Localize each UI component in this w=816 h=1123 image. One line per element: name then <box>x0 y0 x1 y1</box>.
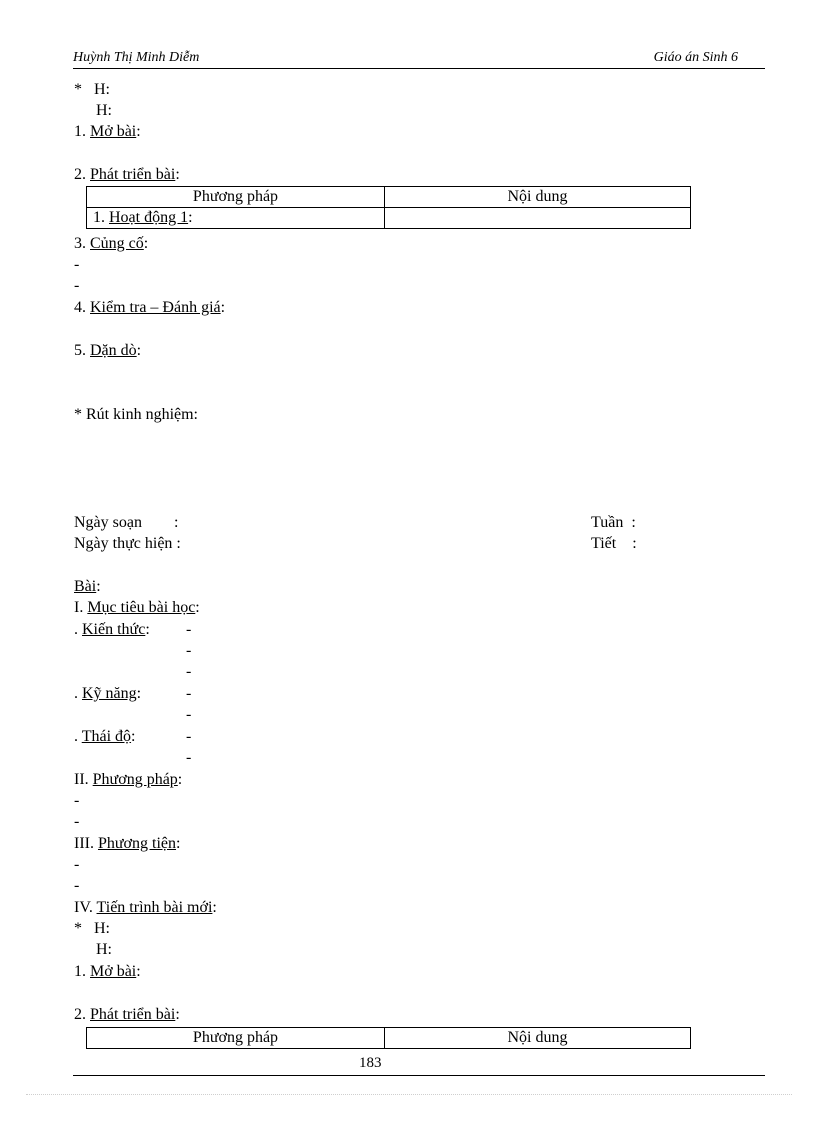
dash-item: - <box>186 621 192 638</box>
bai-label: Bài <box>74 578 97 595</box>
ky-nang-heading <box>74 684 141 704</box>
header-author: Huỳnh Thị Minh Diễm <box>73 50 200 65</box>
kien-thuc-pre: . <box>74 621 82 638</box>
hoat-dong-colon: : <box>188 209 193 226</box>
phuong-phap-heading <box>74 770 182 790</box>
muc-tieu-heading <box>74 598 200 618</box>
cung-co-colon: : <box>143 235 149 252</box>
ky-nang-colon: : <box>136 685 142 702</box>
h-line-1: * H: <box>74 920 110 937</box>
mo-bai-label: Mở bài <box>90 123 137 140</box>
phat-trien-colon: : <box>175 166 180 183</box>
cung-co-heading <box>74 234 148 254</box>
kien-thuc-label: Kiến thức <box>82 621 146 638</box>
thai-do-label: Thái độ <box>81 728 132 745</box>
mo-bai-num: 1. <box>74 123 90 140</box>
dan-do-colon: : <box>136 342 142 359</box>
kien-thuc-colon: : <box>145 621 150 638</box>
mo-bai-num: 1. <box>74 963 90 980</box>
phuong-phap-label: Phương pháp <box>92 771 178 788</box>
dash-item: - <box>74 792 80 809</box>
h-line-2: H: <box>96 941 112 958</box>
dash-item: - <box>186 749 192 766</box>
mo-bai-heading <box>74 122 141 142</box>
dan-do-label: Dặn dò <box>90 342 137 359</box>
tien-trinh-colon: : <box>212 899 217 916</box>
phat-trien-num: 2. <box>74 1006 90 1023</box>
bai-colon: : <box>96 578 101 595</box>
tiet: Tiết : <box>591 535 637 552</box>
bai-heading <box>74 577 101 597</box>
dash-item: - <box>74 813 80 830</box>
phat-trien-colon: : <box>175 1006 180 1023</box>
muc-tieu-label: Mục tiêu bài học <box>87 599 196 616</box>
dan-do-heading <box>74 341 141 361</box>
phat-trien-label: Phát triển bài <box>90 166 176 183</box>
hoat-dong-num: 1. <box>93 209 109 226</box>
page-header <box>73 50 765 69</box>
dash-item: - <box>186 642 192 659</box>
kien-thuc-heading <box>74 620 150 640</box>
dan-do-num: 5. <box>74 342 90 359</box>
mo-bai-label: Mở bài <box>90 963 137 980</box>
thai-do-pre: . <box>74 728 82 745</box>
phuong-phap-colon: : <box>177 771 183 788</box>
phuong-tien-heading <box>74 834 180 854</box>
mo-bai-heading <box>74 962 141 982</box>
kiem-tra-colon: : <box>220 299 226 316</box>
dash-item: - <box>186 706 192 723</box>
phuong-tien-num: III. <box>74 835 98 852</box>
table-cell-hoat-dong-1 <box>87 208 385 229</box>
kiem-tra-heading <box>74 298 225 318</box>
tuan: Tuần : <box>591 514 636 531</box>
phat-trien-label: Phát triển bài <box>90 1006 176 1023</box>
ngay-soan: Ngày soạn : <box>74 514 179 531</box>
table-header-noi-dung: Nội dung <box>385 1028 691 1049</box>
hoat-dong-label: Hoạt động 1 <box>109 209 189 226</box>
table-header-phuong-phap: Phương pháp <box>87 1028 385 1049</box>
dash-item: - <box>74 856 80 873</box>
ngay-thuc-hien: Ngày thực hiện : <box>74 535 181 552</box>
activity-table-2 <box>86 1027 691 1049</box>
page-edge-divider <box>26 1094 792 1095</box>
activity-table-1 <box>86 186 691 229</box>
table-cell-empty <box>385 208 691 229</box>
dash-item: - <box>74 256 80 273</box>
kiem-tra-num: 4. <box>74 299 90 316</box>
thai-do-heading <box>74 727 136 747</box>
muc-tieu-num: I. <box>74 599 88 616</box>
rut-kinh-nghiem: * Rút kinh nghiệm: <box>74 406 198 423</box>
phuong-phap-num: II. <box>74 771 93 788</box>
cung-co-label: Củng cố <box>90 235 144 252</box>
table-header-noi-dung: Nội dung <box>385 187 691 208</box>
dash-item: - <box>74 877 80 894</box>
tien-trinh-heading <box>74 898 217 918</box>
phat-trien-heading <box>74 1005 180 1025</box>
dash-item: - <box>186 728 192 745</box>
page-number: 183 <box>359 1055 382 1071</box>
thai-do-colon: : <box>131 728 136 745</box>
header-subject: Giáo án Sinh 6 <box>653 50 738 65</box>
tien-trinh-num: IV. <box>74 899 97 916</box>
h-line-1: * H: <box>74 81 110 98</box>
phuong-tien-colon: : <box>176 835 181 852</box>
ky-nang-pre: . <box>74 685 82 702</box>
dash-item: - <box>74 277 80 294</box>
tien-trinh-label: Tiến trình bài mới <box>96 899 213 916</box>
phat-trien-heading <box>74 165 180 185</box>
page-footer <box>73 1055 765 1076</box>
ky-nang-label: Kỹ năng <box>82 685 137 702</box>
phuong-tien-label: Phương tiện <box>97 835 177 852</box>
dash-item: - <box>186 663 192 680</box>
cung-co-num: 3. <box>74 235 90 252</box>
mo-bai-colon: : <box>136 963 141 980</box>
dash-item: - <box>186 685 192 702</box>
table-header-phuong-phap: Phương pháp <box>87 187 385 208</box>
mo-bai-colon: : <box>136 123 141 140</box>
phat-trien-num: 2. <box>74 166 90 183</box>
muc-tieu-colon: : <box>195 599 200 616</box>
kiem-tra-label: Kiểm tra – Đánh giá <box>90 299 221 316</box>
h-line-2: H: <box>96 102 112 119</box>
